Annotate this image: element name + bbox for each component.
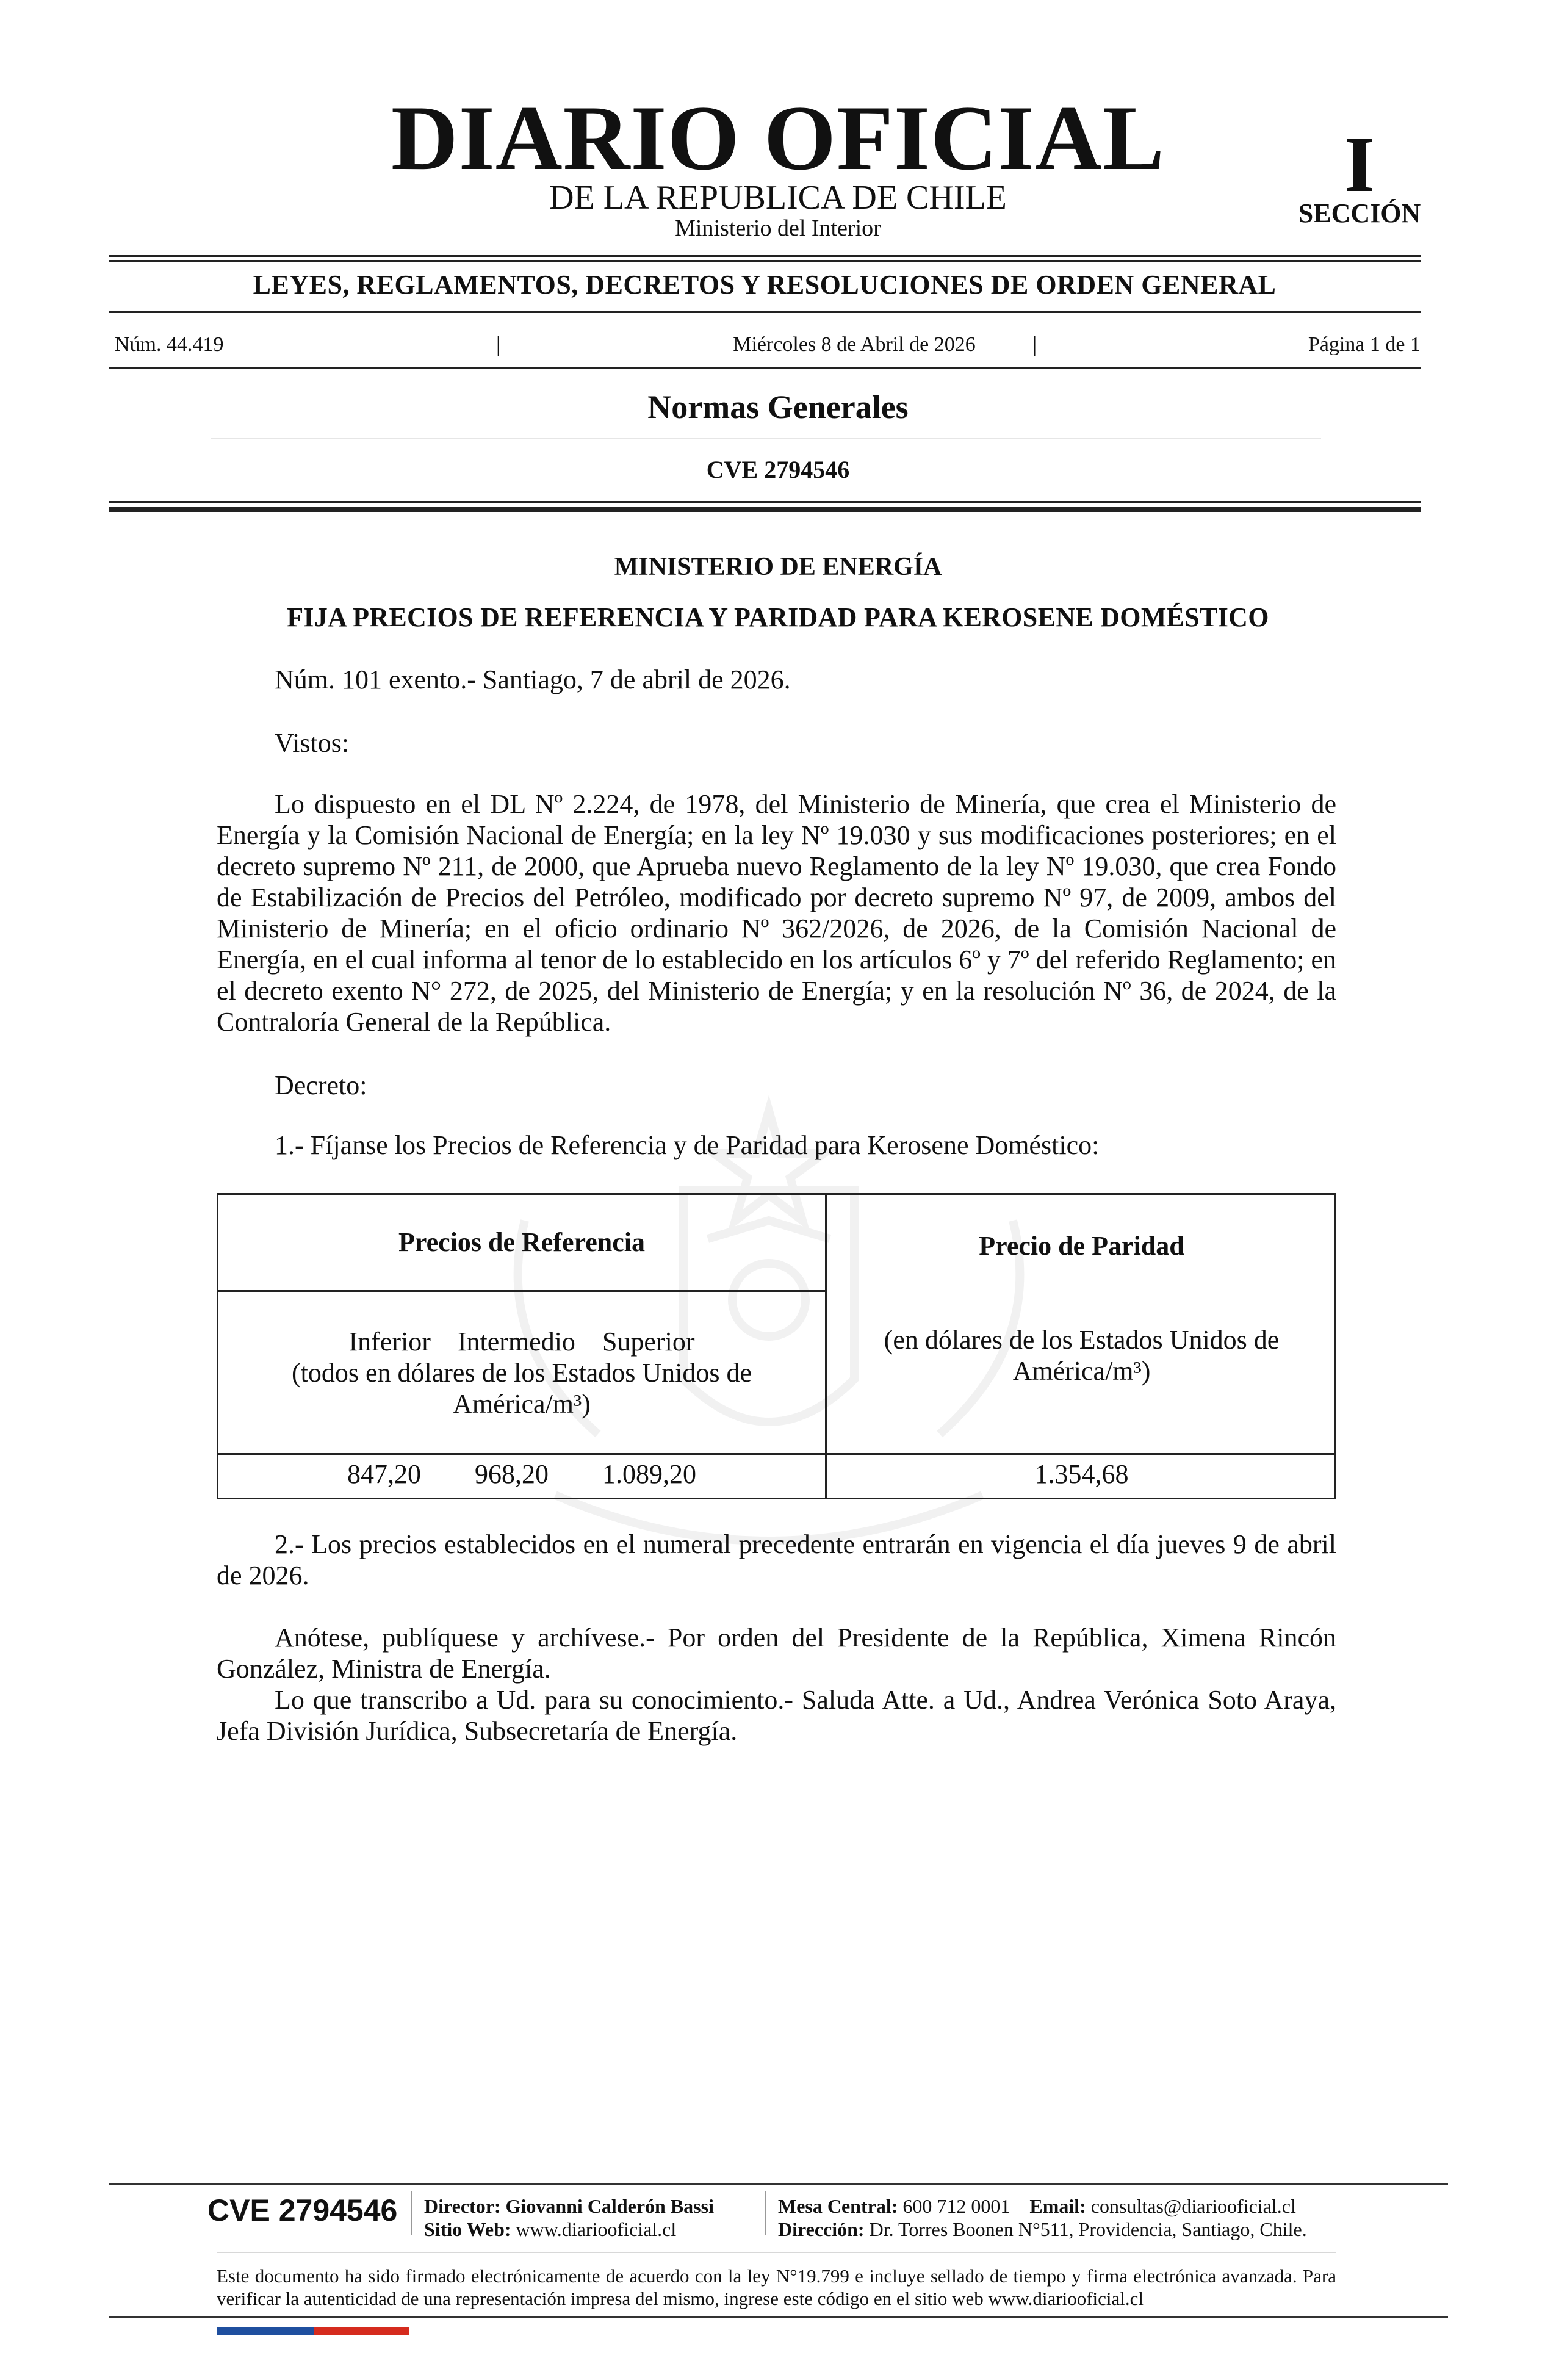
reference-column-labels — [218, 1326, 825, 1357]
transcription-paragraph: Lo que transcribo a Ud. para su conocimiento.- Saluda Atte. a Ud., Andrea Verónica Soto Araya, Jefa División Jurídica, Subsecretaría de Energía. — [217, 1685, 1336, 1746]
decree-number-line: Núm. 101 exento.- Santiago, 7 de abril de 2026. — [275, 665, 791, 694]
masthead-rule-top — [109, 255, 1421, 257]
decreto-label: Decreto: — [275, 1070, 367, 1100]
footer-director: Director: Giovanni Calderón Bassi — [424, 2195, 714, 2217]
masthead-rule-top-2 — [109, 260, 1421, 262]
footer-rule — [109, 2183, 1448, 2185]
value-superior: 1.089,20 — [602, 1459, 696, 1489]
document-ministry: MINISTERIO DE ENERGÍA — [614, 553, 942, 581]
vistos-paragraph: Lo dispuesto en el DL Nº 2.224, de 1978, del Ministerio de Minería, que crea el Ministerio de Energía y la Comisión Nacional de Energía; en la ley Nº 19.030 y sus modificaciones posteriores; en el decreto supremo Nº 211, de 2000, que Aprueba nuevo Reglamento de la ley Nº 19.030, que crea Fondo de Estabilización de Precios del Petróleo, modificado por decreto supremo Nº 97, de 2009, ambos del Ministerio de Minería; en el oficio ordinario Nº 362/2026, de 2026, de la Comisión Nacional de Energía, en el cual informa al tenor de lo establecido en los artículos 6º y 7º del referido Reglamento; en el decreto exento N° 272, de 2025, del Ministerio de Energía; y en la resolución Nº 36, de 2024, de la Contraloría General de la República. — [217, 789, 1336, 1037]
issue-number: Núm. 44.419 — [115, 333, 224, 356]
col-superior-label: Superior — [602, 1327, 695, 1357]
footer-phone-email: Mesa Central: 600 712 0001 Email: consultas@diariooficial.cl — [778, 2195, 1296, 2217]
masthead-title: DIARIO OFICIAL — [391, 87, 1165, 189]
footer-cve: CVE 2794546 — [207, 2193, 398, 2227]
footer-signature-note: Este documento ha sido firmado electrónicamente de acuerdo con la ley N°19.799 e incluye sellado de tiempo y firma electrónica avanzada. Para verificar la autenticidad de una representación impresa del mismo, ingrese este código en el sitio web www.diariooficial.cl — [217, 2265, 1336, 2309]
value-intermedio: 968,20 — [475, 1459, 549, 1489]
section-number: I — [1344, 121, 1375, 209]
cve-code: CVE 2794546 — [706, 456, 850, 483]
masthead-subtitle: DE LA REPUBLICA DE CHILE — [549, 179, 1007, 217]
heading-divider — [211, 438, 1321, 439]
value-inferior: 847,20 — [347, 1459, 421, 1489]
flag-stripe-blue — [217, 2327, 314, 2335]
col-intermedio-label: Intermedio — [457, 1327, 575, 1357]
reference-prices-header: Precios de Referencia — [398, 1227, 645, 1257]
category-heading: LEYES, REGLAMENTOS, DECRETOS Y RESOLUCIONES DE ORDEN GENERAL — [253, 270, 1277, 300]
parity-price-header: Precio de Paridad — [979, 1231, 1184, 1261]
footer-separator — [411, 2191, 412, 2235]
masthead-ministry: Ministerio del Interior — [675, 215, 881, 241]
cve-rule-thick — [109, 507, 1421, 512]
parity-units: (en dólares de los Estados Unidos de América/m³) — [884, 1325, 1280, 1386]
vistos-label: Vistos: — [275, 728, 350, 758]
section-heading: Normas Generales — [647, 389, 909, 425]
issue-separator: | — [1032, 332, 1037, 356]
reference-values — [218, 1459, 825, 1490]
category-rule — [109, 311, 1421, 313]
footer-divider — [217, 2252, 1336, 2253]
footer-separator — [765, 2191, 766, 2235]
price-table — [217, 1193, 1336, 1499]
flag-stripe-red — [314, 2327, 409, 2335]
cve-rule — [109, 501, 1421, 503]
article-1: 1.- Fíjanse los Precios de Referencia y de Paridad para Kerosene Doméstico: — [275, 1130, 1100, 1160]
reference-units: (todos en dólares de los Estados Unidos de América/m³) — [292, 1358, 752, 1419]
info-rule — [109, 367, 1421, 369]
col-inferior-label: Inferior — [348, 1327, 431, 1357]
closing-paragraph: Anótese, publíquese y archívese.- Por orden del Presidente de la República, Ximena Rincón González, Ministra de Energía. — [217, 1623, 1336, 1684]
issue-page: Página 1 de 1 — [1308, 333, 1421, 356]
value-paridad: 1.354,68 — [1034, 1459, 1129, 1489]
footer-address: Dirección: Dr. Torres Boonen N°511, Providencia, Santiago, Chile. — [778, 2218, 1307, 2240]
section-label: SECCIÓN — [1298, 198, 1421, 228]
footer-rule-bottom — [109, 2316, 1448, 2318]
footer-website: Sitio Web: www.diariooficial.cl — [424, 2218, 677, 2240]
website-link[interactable]: www.diariooficial.cl — [516, 2218, 677, 2240]
document-title: FIJA PRECIOS DE REFERENCIA Y PARIDAD PARA KEROSENE DOMÉSTICO — [287, 602, 1269, 632]
issue-separator: | — [496, 332, 501, 356]
article-2: 2.- Los precios establecidos en el numeral precedente entrarán en vigencia el día jueves 9 de abril de 2026. — [217, 1529, 1336, 1590]
issue-date: Miércoles 8 de Abril de 2026 — [733, 333, 976, 356]
email-link[interactable]: consultas@diariooficial.cl — [1090, 2195, 1296, 2217]
